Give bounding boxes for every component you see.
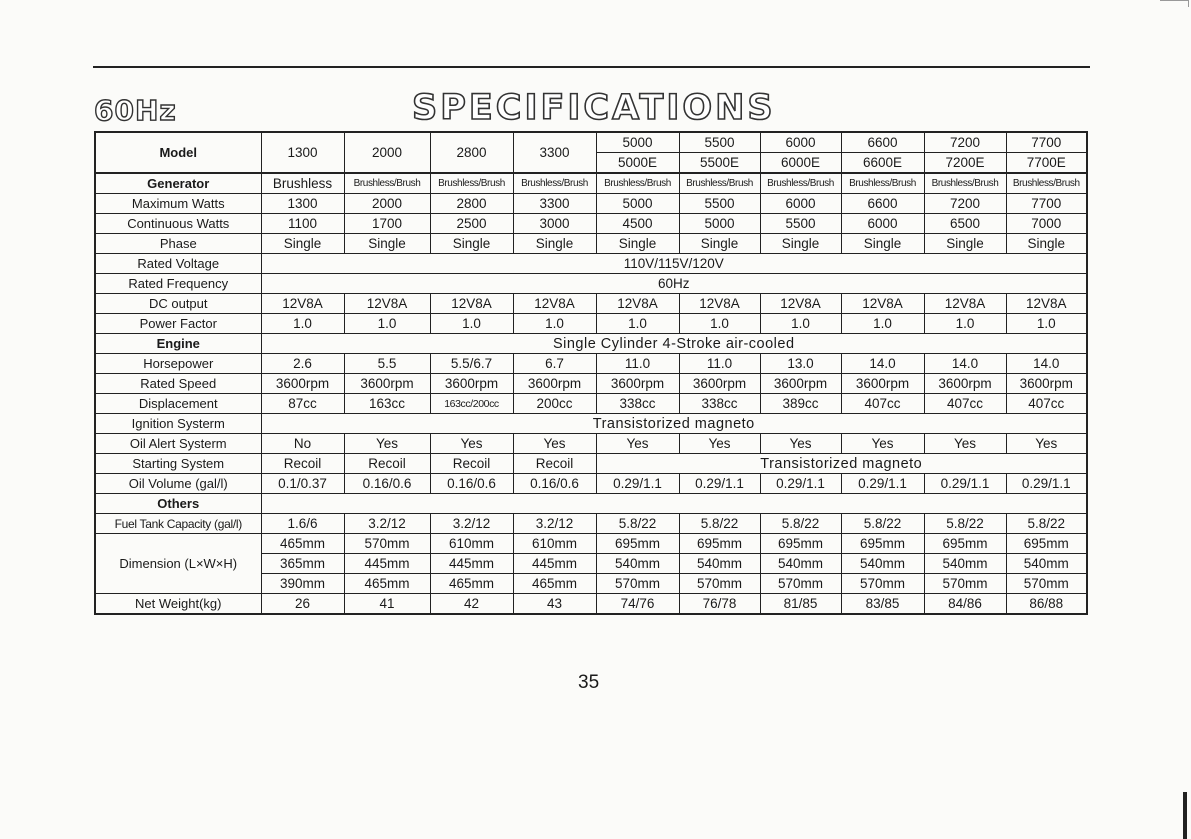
model-e-cell: 5000E — [596, 153, 679, 174]
row-label: Maximum Watts — [95, 194, 261, 214]
model-label: Model — [95, 132, 261, 173]
model-cell: 3300 — [513, 132, 596, 173]
value-cell: 570mm — [1006, 574, 1087, 594]
value-cell: 12V8A — [1006, 294, 1087, 314]
value-cell: 3.2/12 — [513, 514, 596, 534]
value-cell: 2000 — [344, 194, 430, 214]
row-label: DC output — [95, 294, 261, 314]
value-cell: 14.0 — [1006, 354, 1087, 374]
value-cell: 1.0 — [760, 314, 841, 334]
specifications-body — [95, 132, 1087, 614]
starting-system-row — [95, 454, 1087, 474]
value-cell: Yes — [1006, 434, 1087, 454]
value-cell: 7700 — [1006, 194, 1087, 214]
value-cell: 338cc — [679, 394, 760, 414]
value-cell: 570mm — [760, 574, 841, 594]
value-cell: Single — [344, 234, 430, 254]
value-cell: 5500 — [679, 194, 760, 214]
value-cell: Brushless/Brush — [760, 173, 841, 194]
value-cell: 540mm — [596, 554, 679, 574]
value-cell: 695mm — [679, 534, 760, 554]
value-cell: 390mm — [261, 574, 344, 594]
value-cell: 1.0 — [261, 314, 344, 334]
value-cell: 12V8A — [924, 294, 1006, 314]
net-weight-row — [95, 594, 1087, 615]
page-title: SPECIFICATIONS — [412, 88, 776, 128]
row-label: Generator — [95, 173, 261, 194]
section-label: Others — [95, 494, 261, 514]
model-cell: 2000 — [344, 132, 430, 173]
value-cell: Yes — [760, 434, 841, 454]
row-label: Fuel Tank Capacity (gal/l) — [95, 514, 261, 534]
value-cell: 1.0 — [344, 314, 430, 334]
model-cell: 6600 — [841, 132, 924, 153]
value-cell: Single — [513, 234, 596, 254]
value-cell: 1.0 — [841, 314, 924, 334]
value-cell: 7200 — [924, 194, 1006, 214]
value-cell: Brushless/Brush — [841, 173, 924, 194]
value-cell: Single — [841, 234, 924, 254]
value-cell: 5.5/6.7 — [430, 354, 513, 374]
value-cell: 445mm — [344, 554, 430, 574]
value-cell: 12V8A — [841, 294, 924, 314]
row-label: Dimension (L×W×H) — [95, 534, 261, 594]
value-cell: 41 — [344, 594, 430, 615]
rated-voltage-row — [95, 254, 1087, 274]
value-cell: 540mm — [1006, 554, 1087, 574]
value-cell: 610mm — [430, 534, 513, 554]
value-cell: 6600 — [841, 194, 924, 214]
value-cell: 0.16/0.6 — [344, 474, 430, 494]
value-cell: 11.0 — [679, 354, 760, 374]
value-cell: 163cc — [344, 394, 430, 414]
merged-value-cell: Single Cylinder 4-Stroke air-cooled — [261, 334, 1087, 354]
value-cell: 695mm — [596, 534, 679, 554]
value-cell: 83/85 — [841, 594, 924, 615]
row-label: Rated Speed — [95, 374, 261, 394]
value-cell: 5.8/22 — [1006, 514, 1087, 534]
row-label: Rated Frequency — [95, 274, 261, 294]
value-cell: 570mm — [596, 574, 679, 594]
value-cell: 540mm — [679, 554, 760, 574]
value-cell: 1.0 — [924, 314, 1006, 334]
value-cell: 42 — [430, 594, 513, 615]
oil-volume-row — [95, 474, 1087, 494]
value-cell: 2800 — [430, 194, 513, 214]
value-cell: 6000 — [760, 194, 841, 214]
merged-value-cell: Transistorized magneto — [261, 414, 1087, 434]
value-cell: 3600rpm — [596, 374, 679, 394]
rated-frequency-row — [95, 274, 1087, 294]
value-cell: 0.29/1.1 — [679, 474, 760, 494]
value-cell: 1.0 — [1006, 314, 1087, 334]
value-cell: 2.6 — [261, 354, 344, 374]
frequency-heading: 60Hz — [94, 94, 177, 127]
value-cell: Brushless/Brush — [596, 173, 679, 194]
value-cell: 0.29/1.1 — [924, 474, 1006, 494]
value-cell: 1.0 — [679, 314, 760, 334]
value-cell: 465mm — [430, 574, 513, 594]
value-cell: 1300 — [261, 194, 344, 214]
value-cell: 14.0 — [924, 354, 1006, 374]
page-number: 35 — [578, 672, 600, 693]
value-cell: 0.29/1.1 — [1006, 474, 1087, 494]
oil-alert-system-row — [95, 434, 1087, 454]
value-cell: 6500 — [924, 214, 1006, 234]
others-row — [95, 494, 1087, 514]
horsepower-row — [95, 354, 1087, 374]
model-cell: 5000 — [596, 132, 679, 153]
value-cell: 1100 — [261, 214, 344, 234]
scan-edge-mark — [1183, 792, 1187, 839]
row-label: Starting System — [95, 454, 261, 474]
value-cell: 3600rpm — [1006, 374, 1087, 394]
model-cell: 7700 — [1006, 132, 1087, 153]
model-e-cell: 6600E — [841, 153, 924, 174]
value-cell: 5.5 — [344, 354, 430, 374]
value-cell: 12V8A — [430, 294, 513, 314]
value-cell: Yes — [924, 434, 1006, 454]
merged-value-cell: Transistorized magneto — [596, 454, 1087, 474]
value-cell: 465mm — [261, 534, 344, 554]
value-cell: Brushless/Brush — [430, 173, 513, 194]
phase-row — [95, 234, 1087, 254]
model-e-cell: 7700E — [1006, 153, 1087, 174]
value-cell: Single — [1006, 234, 1087, 254]
value-cell: 407cc — [1006, 394, 1087, 414]
dimension-length-row — [95, 534, 1087, 554]
value-cell: 540mm — [760, 554, 841, 574]
value-cell: 87cc — [261, 394, 344, 414]
value-cell: Brushless/Brush — [1006, 173, 1087, 194]
value-cell: 6.7 — [513, 354, 596, 374]
value-cell: 0.1/0.37 — [261, 474, 344, 494]
model-cell: 6000 — [760, 132, 841, 153]
value-cell: 465mm — [344, 574, 430, 594]
dc-output-row — [95, 294, 1087, 314]
value-cell: 3600rpm — [679, 374, 760, 394]
value-cell: 407cc — [841, 394, 924, 414]
value-cell: 5500 — [760, 214, 841, 234]
value-cell: 0.16/0.6 — [430, 474, 513, 494]
fuel-tank-row — [95, 514, 1087, 534]
row-label: Ignition Systerm — [95, 414, 261, 434]
value-cell: Brushless/Brush — [679, 173, 760, 194]
row-label: Oil Volume (gal/l) — [95, 474, 261, 494]
value-cell: 4500 — [596, 214, 679, 234]
value-cell: 3600rpm — [344, 374, 430, 394]
row-label: Continuous Watts — [95, 214, 261, 234]
model-cell: 7200 — [924, 132, 1006, 153]
value-cell: 338cc — [596, 394, 679, 414]
value-cell: 11.0 — [596, 354, 679, 374]
value-cell: 163cc/200cc — [430, 394, 513, 414]
value-cell: 570mm — [841, 574, 924, 594]
value-cell: Yes — [344, 434, 430, 454]
value-cell: 3.2/12 — [430, 514, 513, 534]
value-cell: 695mm — [924, 534, 1006, 554]
value-cell: Brushless/Brush — [513, 173, 596, 194]
value-cell: 26 — [261, 594, 344, 615]
value-cell: 389cc — [760, 394, 841, 414]
value-cell: 3600rpm — [841, 374, 924, 394]
model-cell: 2800 — [430, 132, 513, 173]
value-cell: 3600rpm — [760, 374, 841, 394]
value-cell: Yes — [430, 434, 513, 454]
value-cell: 570mm — [344, 534, 430, 554]
value-cell: 570mm — [924, 574, 1006, 594]
value-cell: Recoil — [344, 454, 430, 474]
value-cell: 3600rpm — [261, 374, 344, 394]
row-label: Oil Alert Systerm — [95, 434, 261, 454]
value-cell: 3.2/12 — [344, 514, 430, 534]
value-cell: 695mm — [760, 534, 841, 554]
specifications-table — [94, 131, 1088, 615]
model-cell: 5500 — [679, 132, 760, 153]
value-cell: Single — [679, 234, 760, 254]
value-cell: 12V8A — [679, 294, 760, 314]
merged-value-cell: 110V/115V/120V — [261, 254, 1087, 274]
value-cell: 12V8A — [513, 294, 596, 314]
row-label: Horsepower — [95, 354, 261, 374]
value-cell: 12V8A — [261, 294, 344, 314]
value-cell: 365mm — [261, 554, 344, 574]
value-cell: 3000 — [513, 214, 596, 234]
value-cell: Brushless/Brush — [924, 173, 1006, 194]
value-cell: Recoil — [513, 454, 596, 474]
maximum-watts-row — [95, 194, 1087, 214]
value-cell: 695mm — [841, 534, 924, 554]
value-cell: 6000 — [841, 214, 924, 234]
value-cell: 540mm — [841, 554, 924, 574]
value-cell: Yes — [596, 434, 679, 454]
value-cell: 76/78 — [679, 594, 760, 615]
value-cell: 14.0 — [841, 354, 924, 374]
value-cell: 0.29/1.1 — [596, 474, 679, 494]
top-rule — [93, 66, 1090, 68]
value-cell: 43 — [513, 594, 596, 615]
model-cell: 1300 — [261, 132, 344, 173]
value-cell: 3600rpm — [430, 374, 513, 394]
value-cell: 5.8/22 — [596, 514, 679, 534]
value-cell: 445mm — [430, 554, 513, 574]
model-e-cell: 6000E — [760, 153, 841, 174]
model-e-cell: 7200E — [924, 153, 1006, 174]
generator-row — [95, 173, 1087, 194]
row-label: Net Weight(kg) — [95, 594, 261, 615]
model-e-cell: 5500E — [679, 153, 760, 174]
value-cell: 81/85 — [760, 594, 841, 615]
value-cell: 407cc — [924, 394, 1006, 414]
value-cell: Yes — [841, 434, 924, 454]
value-cell: 0.16/0.6 — [513, 474, 596, 494]
value-cell: 540mm — [924, 554, 1006, 574]
value-cell: 0.29/1.1 — [841, 474, 924, 494]
row-label: Displacement — [95, 394, 261, 414]
value-cell: 5.8/22 — [841, 514, 924, 534]
value-cell: Recoil — [261, 454, 344, 474]
value-cell: Yes — [679, 434, 760, 454]
value-cell: 445mm — [513, 554, 596, 574]
value-cell: Brushless/Brush — [344, 173, 430, 194]
value-cell: Single — [596, 234, 679, 254]
value-cell: 74/76 — [596, 594, 679, 615]
engine-row — [95, 334, 1087, 354]
value-cell: 5.8/22 — [760, 514, 841, 534]
value-cell: 2500 — [430, 214, 513, 234]
value-cell: 465mm — [513, 574, 596, 594]
row-label: Power Factor — [95, 314, 261, 334]
value-cell: 84/86 — [924, 594, 1006, 615]
value-cell: 1.6/6 — [261, 514, 344, 534]
value-cell: Brushless — [261, 173, 344, 194]
rated-speed-row — [95, 374, 1087, 394]
model-row-1 — [95, 132, 1087, 153]
value-cell: Recoil — [430, 454, 513, 474]
value-cell: 3600rpm — [513, 374, 596, 394]
value-cell: Single — [760, 234, 841, 254]
value-cell: 12V8A — [344, 294, 430, 314]
value-cell: 570mm — [679, 574, 760, 594]
ignition-system-row — [95, 414, 1087, 434]
empty-cell — [261, 494, 1087, 514]
value-cell: 13.0 — [760, 354, 841, 374]
row-label: Phase — [95, 234, 261, 254]
value-cell: 0.29/1.1 — [760, 474, 841, 494]
value-cell: 1.0 — [513, 314, 596, 334]
value-cell: 3600rpm — [924, 374, 1006, 394]
power-factor-row — [95, 314, 1087, 334]
value-cell: 12V8A — [596, 294, 679, 314]
value-cell: 3300 — [513, 194, 596, 214]
continuous-watts-row — [95, 214, 1087, 234]
value-cell: No — [261, 434, 344, 454]
value-cell: Single — [261, 234, 344, 254]
row-label: Rated Voltage — [95, 254, 261, 274]
value-cell: 1.0 — [596, 314, 679, 334]
value-cell: 1700 — [344, 214, 430, 234]
value-cell: 86/88 — [1006, 594, 1087, 615]
value-cell: Single — [430, 234, 513, 254]
value-cell: Yes — [513, 434, 596, 454]
displacement-row — [95, 394, 1087, 414]
value-cell: 5000 — [596, 194, 679, 214]
value-cell: 695mm — [1006, 534, 1087, 554]
value-cell: 1.0 — [430, 314, 513, 334]
value-cell: 5.8/22 — [679, 514, 760, 534]
value-cell: 5.8/22 — [924, 514, 1006, 534]
row-label: Engine — [95, 334, 261, 354]
value-cell: 7000 — [1006, 214, 1087, 234]
value-cell: 5000 — [679, 214, 760, 234]
value-cell: 200cc — [513, 394, 596, 414]
merged-value-cell: 60Hz — [261, 274, 1087, 294]
value-cell: Single — [924, 234, 1006, 254]
value-cell: 610mm — [513, 534, 596, 554]
corner-mark — [1160, 0, 1189, 7]
value-cell: 12V8A — [760, 294, 841, 314]
